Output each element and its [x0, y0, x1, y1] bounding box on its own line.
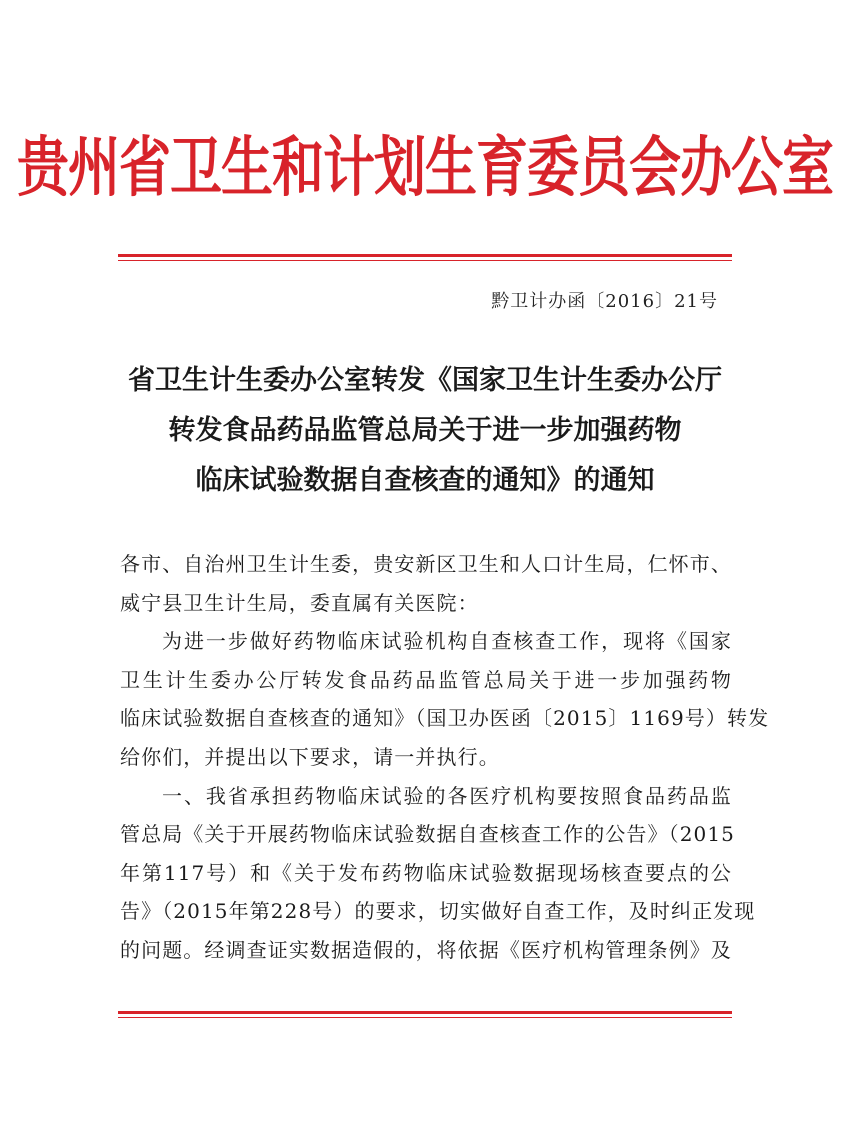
body-line: 告》（2015年第228号）的要求，切实做好自查工作，及时纠正发现: [120, 899, 756, 924]
footer-red-rule-thin: [118, 1017, 732, 1018]
body-line: 临床试验数据自查核查的通知》（国卫办医函〔2015〕1169号）转发: [120, 706, 770, 731]
document-body: [120, 545, 770, 970]
document-number: 黔卫计办函〔2016〕21号: [491, 291, 718, 312]
title-line: 临床试验数据自查核查的通知》的通知: [195, 465, 655, 496]
header-red-rule-thick: [118, 254, 732, 257]
footer-red-rule: [118, 1011, 732, 1018]
header-red-rule-thin: [118, 260, 732, 261]
salutation-line: 威宁县卫生计生局，委直属有关医院：: [120, 590, 479, 615]
salutation-line: 各市、自治州卫生计生委，贵安新区卫生和人口计生局，仁怀市、: [120, 552, 732, 576]
title-line: 省卫生计生委办公室转发《国家卫生计生委办公厅: [128, 365, 722, 396]
body-line: 为进一步做好药物临床试验机构自查核查工作，现将《国家: [162, 629, 732, 654]
document-title: [100, 356, 750, 506]
footer-red-rule-thick: [118, 1011, 732, 1014]
body-line: 的问题。经调查证实数据造假的，将依据《医疗机构管理条例》及: [120, 937, 732, 962]
masthead-org-name: 贵州省卫生和计划生育委员会办公室: [16, 129, 833, 206]
body-line: 给你们，并提出以下要求，请一并执行。: [120, 744, 500, 769]
title-line: 转发食品药品监管总局关于进一步加强药物: [168, 415, 682, 446]
body-line: 卫生计生委办公厅转发食品药品监管总局关于进一步加强药物: [120, 667, 732, 692]
body-line: 管总局《关于开展药物临床试验数据自查核查工作的公告》（2015: [120, 822, 735, 847]
body-line: 一、我省承担药物临床试验的各医疗机构要按照食品药品监: [162, 783, 732, 808]
body-line: 年第117号）和《关于发布药物临床试验数据现场核查要点的公: [120, 860, 732, 885]
header-red-rule: [118, 254, 732, 261]
